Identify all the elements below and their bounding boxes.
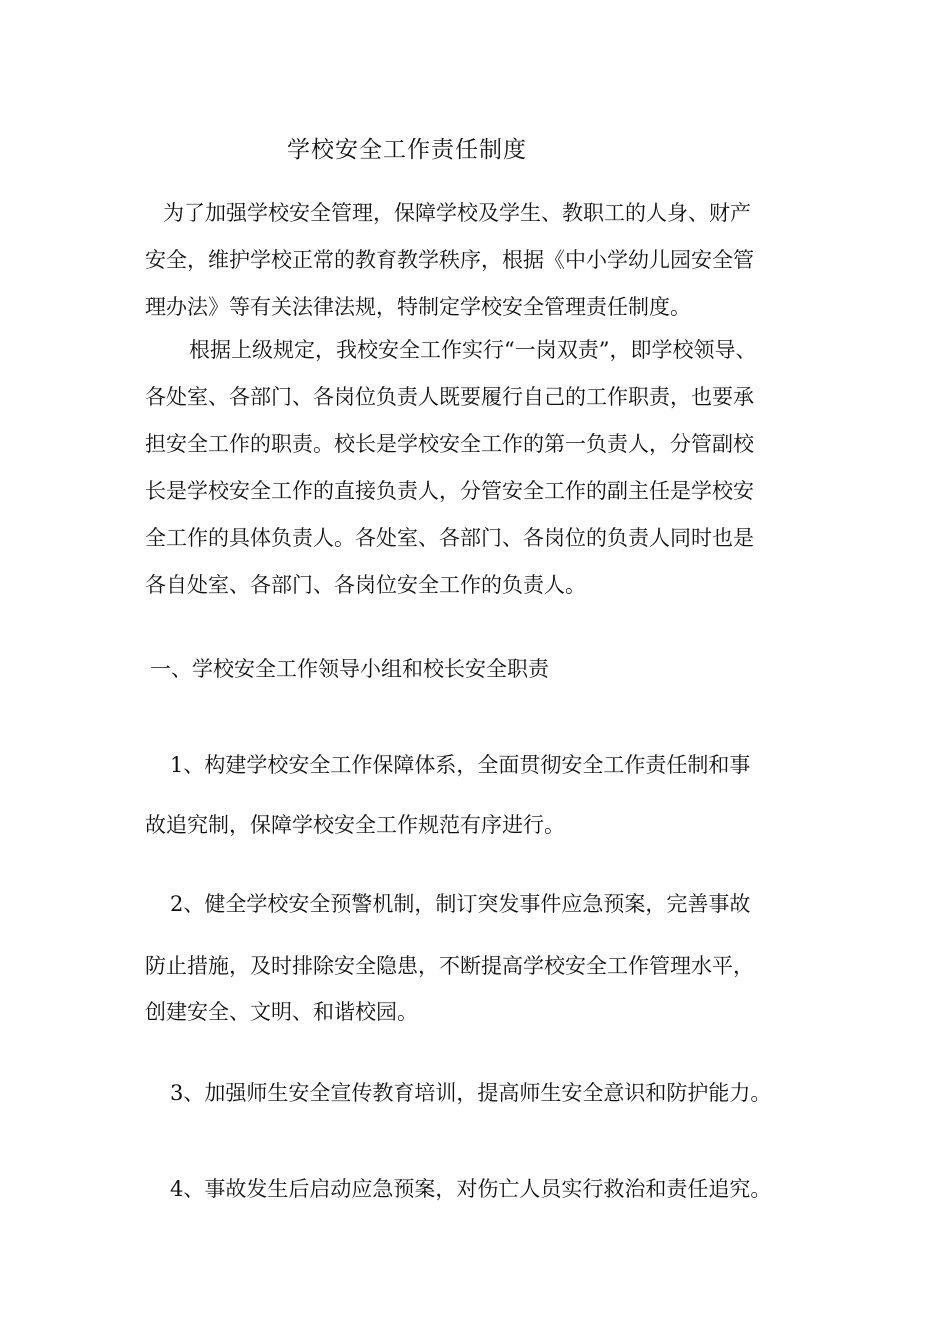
intro-line: 理办法》等有关法律法规，特制定学校安全管理责任制度。 [145,295,691,319]
responsibility-line: 担安全工作的职责。校长是学校安全工作的第一负责人，分管副校 [145,432,754,456]
item-2-line-1: 2、健全学校安全预警机制，制订突发事件应急预案，完善事故 [170,892,751,916]
responsibility-line: 各自处室、各部门、各岗位安全工作的负责人。 [145,573,586,597]
item-1-line-1: 1、构建学校安全工作保障体系，全面贯彻安全工作责任制和事 [170,753,751,777]
document-title: 学校安全工作责任制度 [287,137,527,163]
item-2-line-3: 创建安全、文明、和谐校园。 [145,1000,418,1024]
item-3-line-1: 3、加强师生安全宣传教育培训，提高师生安全意识和防护能力。 [170,1081,772,1105]
item-4-line-1: 4、事故发生后启动应急预案，对伤亡人员实行救治和责任追究。 [170,1177,772,1201]
item-1-line-2: 故追究制，保障学校安全工作规范有序进行。 [145,813,565,837]
responsibility-line: 全工作的具体负责人。各处室、各部门、各岗位的负责人同时也是 [145,526,754,550]
intro-line: 为了加强学校安全管理，保障学校及学生、教职工的人身、财产 [163,201,751,225]
responsibility-line: 根据上级规定，我校安全工作实行“一岗双责”，即学校领导、 [189,338,757,362]
item-2-line-2: 防止措施，及时排除安全隐患，不断提高学校安全工作管理水平， [145,954,754,978]
section-heading: 一、学校安全工作领导小组和校长安全职责 [150,657,549,681]
responsibility-line: 长是学校安全工作的直接负责人，分管安全工作的副主任是学校安 [145,479,754,503]
responsibility-paragraph [145,327,810,609]
intro-paragraph [145,190,810,331]
responsibility-line: 各处室、各部门、各岗位负责人既要履行自己的工作职责，也要承 [145,385,754,409]
intro-line: 安全，维护学校正常的教育教学秩序，根据《中小学幼儿园安全管 [145,248,754,272]
